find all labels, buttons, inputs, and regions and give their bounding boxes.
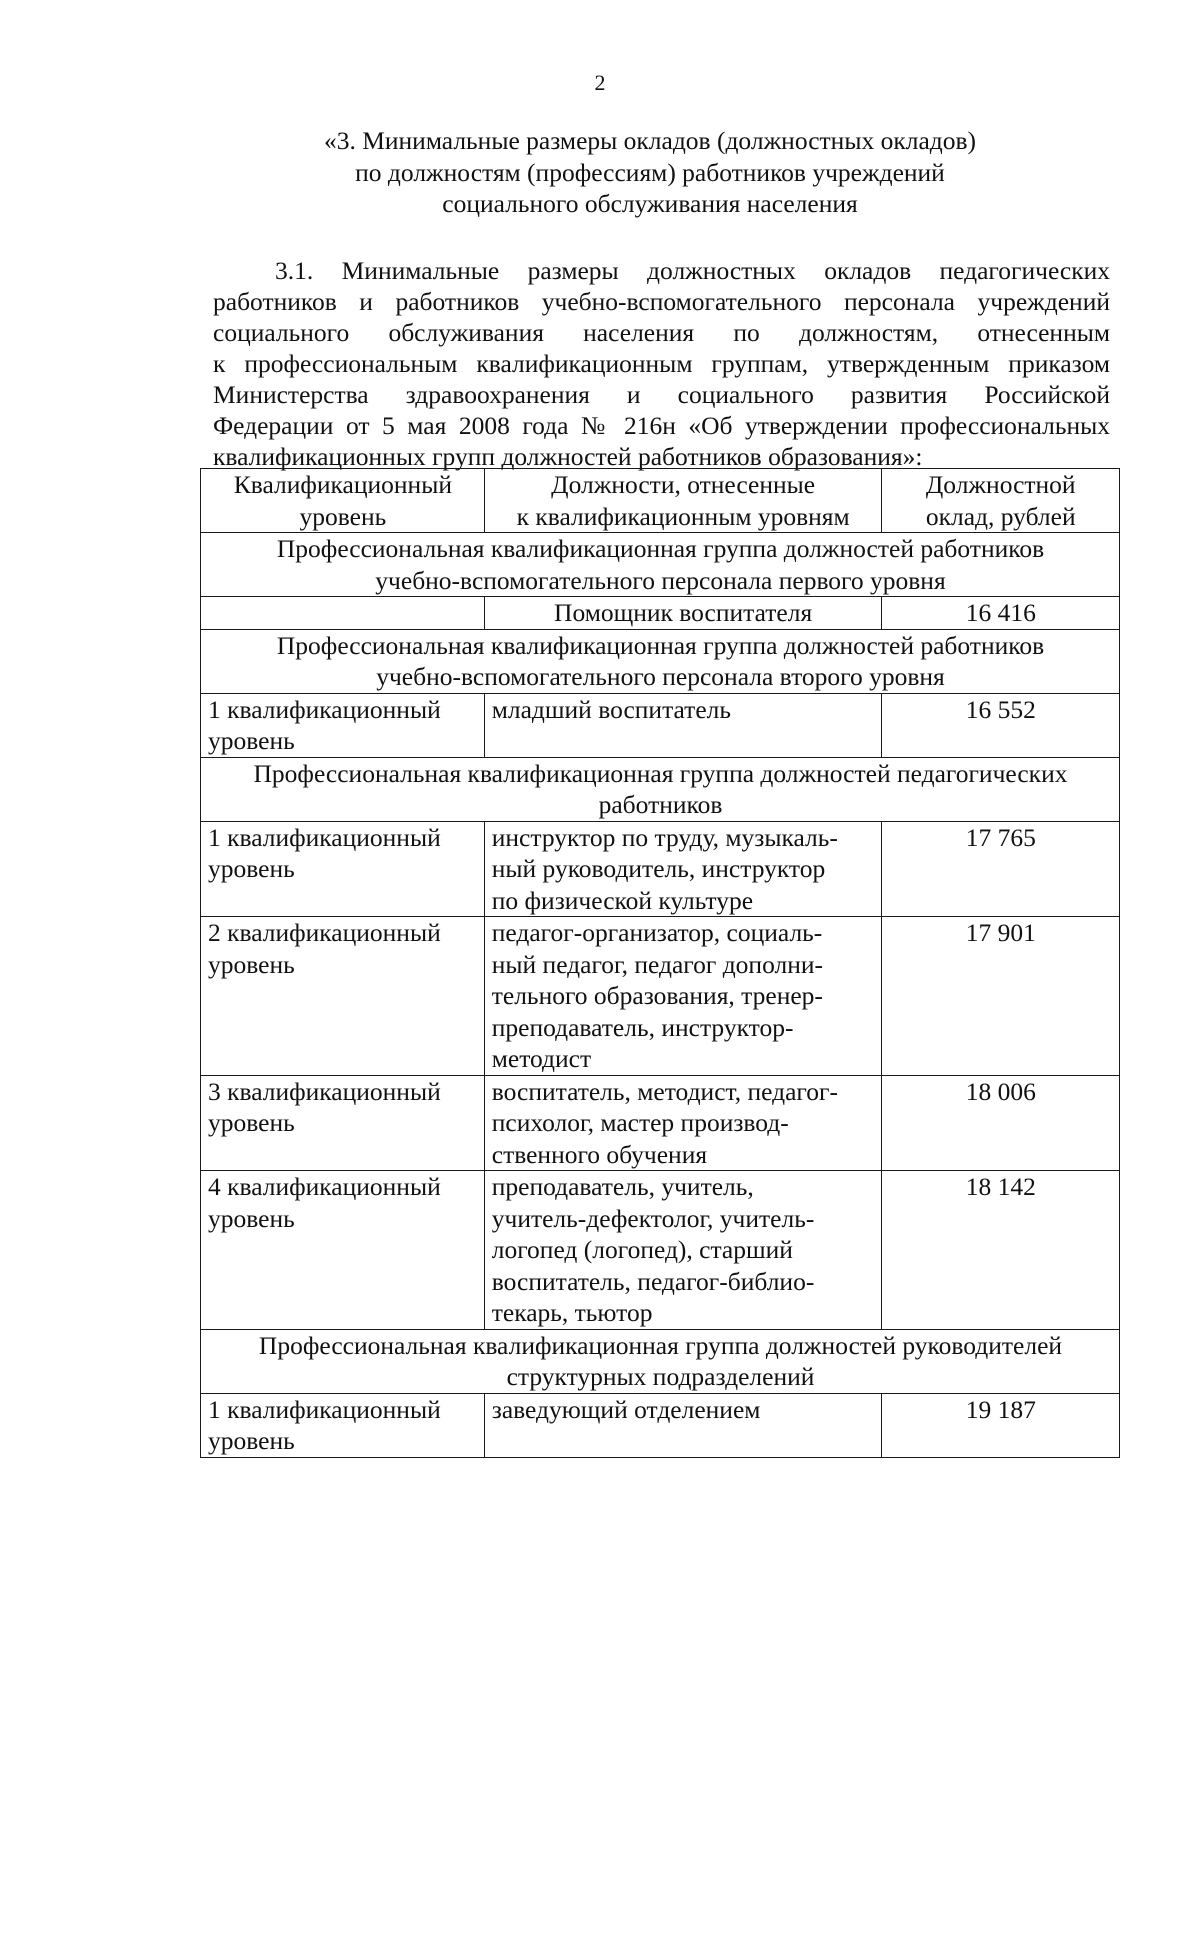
header-salary [881, 469, 1120, 533]
group-title [201, 629, 1120, 693]
level-line: уровень [208, 949, 295, 979]
group-title-row [201, 1329, 1120, 1393]
level-cell [201, 597, 485, 630]
position-line: ный педагог, педагог дополни- [491, 949, 824, 979]
header-positions [484, 469, 881, 533]
position-line: педагог-организатор, социаль- [491, 918, 823, 947]
group-title [201, 533, 1120, 597]
group-title-row [201, 629, 1120, 693]
title-line: по должностям (профессиям) работников учреждений [355, 157, 945, 187]
level-cell [201, 1075, 485, 1171]
header-positions-line: Должности, отнесенные [551, 470, 816, 499]
positions-cell [484, 1171, 881, 1330]
table-row [201, 1171, 1120, 1330]
header-salary-line: оклад, рублей [925, 501, 1076, 531]
table-row [201, 1393, 1120, 1457]
title-line: социального обслуживания населения [442, 189, 858, 218]
salary-cell: 17 901 [881, 917, 1120, 1076]
position-line: преподаватель, учитель, [491, 1172, 754, 1201]
salary-cell: 16 416 [881, 597, 1120, 630]
level-line: 4 квалификационный [208, 1172, 441, 1201]
position-line: по физической культуре [491, 885, 754, 915]
header-level-line: Квалификационный [233, 470, 452, 499]
header-level-line: уровень [299, 501, 387, 531]
group-title [201, 757, 1120, 821]
intro-line: к профессиональным квалификационным группам, утвержденным приказом [213, 349, 1110, 378]
positions-cell [484, 693, 881, 757]
position-line: воспитатель, педагог-библио- [491, 1266, 815, 1296]
intro-line: Федерации от 5 мая 2008 года № 216н «Об утверждении профессиональных [213, 411, 1110, 440]
group-title-line: работников [598, 790, 723, 819]
level-line: 1 квалификационный [208, 822, 441, 852]
level-cell [201, 693, 485, 757]
position-line: учитель-дефектолог, учитель- [491, 1203, 815, 1233]
table-row [201, 597, 1120, 630]
group-title [201, 1329, 1120, 1393]
page-number: 2 [594, 70, 606, 95]
positions-cell [484, 917, 881, 1076]
intro-line: квалификационных групп должностей работников образования»: [213, 442, 923, 471]
intro-line: социального обслуживания населения по должностям, отнесенным [213, 318, 1110, 347]
header-level [201, 469, 485, 533]
title-line: «3. Минимальные размеры окладов (должностных окладов) [323, 126, 977, 155]
table-header-row [201, 469, 1120, 533]
position-line: Помощник воспитателя [554, 598, 813, 627]
level-cell [201, 1393, 485, 1457]
intro-line: работников и работников учебно-вспомогательного персонала учреждений [213, 287, 1110, 316]
level-line: 1 квалификационный [208, 694, 441, 724]
table-row [201, 1075, 1120, 1171]
position-line: текарь, тьютор [491, 1298, 653, 1327]
level-line: 1 квалификационный [208, 1394, 441, 1424]
salary-cell: 17 765 [881, 821, 1120, 917]
position-line: тельного образования, тренер- [491, 981, 823, 1010]
salary-cell: 18 006 [881, 1075, 1120, 1171]
group-title-row [201, 533, 1120, 597]
salary-cell: 18 142 [881, 1171, 1120, 1330]
position-line: заведующий отделением [491, 1394, 761, 1424]
positions-cell [484, 597, 881, 630]
group-title-line: структурных подразделений [506, 1362, 815, 1391]
group-title-row [201, 757, 1120, 821]
level-line: уровень [208, 1203, 295, 1233]
level-line: 2 квалификационный [208, 918, 441, 947]
level-cell [201, 917, 485, 1076]
table-row [201, 917, 1120, 1076]
position-line: ственного обучения [491, 1139, 708, 1169]
group-title-line: Профессиональная квалификационная группа должностей педагогических [253, 758, 1068, 788]
group-title-line: Профессиональная квалификационная группа должностей руководителей [258, 1330, 1063, 1360]
group-title-line: Профессиональная квалификационная группа должностей работников [276, 534, 1045, 563]
table-row [201, 693, 1120, 757]
position-line: преподаватель, инструктор- [491, 1012, 794, 1042]
group-title-line: учебно-вспомогательного персонала второго уровня [376, 662, 945, 691]
level-line: уровень [208, 726, 295, 755]
level-line: 3 квалификационный [208, 1076, 441, 1106]
position-line: ный руководитель, инструктор [491, 854, 826, 883]
salary-cell: 19 187 [881, 1393, 1120, 1457]
positions-cell [484, 1393, 881, 1457]
group-title-line: учебно-вспомогательного персонала первого уровня [375, 565, 946, 595]
positions-cell [484, 1075, 881, 1171]
salary-cell: 16 552 [881, 693, 1120, 757]
position-line: инструктор по труду, музыкаль- [491, 822, 838, 852]
header-salary-line: Должностной [925, 470, 1076, 499]
level-line: уровень [208, 1108, 295, 1137]
position-line: младший воспитатель [491, 694, 731, 724]
salary-table [200, 468, 1120, 1458]
level-line: уровень [208, 854, 295, 883]
position-line: методист [491, 1044, 592, 1073]
intro-paragraph [213, 255, 1110, 472]
level-cell [201, 821, 485, 917]
position-line: воспитатель, методист, педагог- [491, 1076, 838, 1106]
position-line: психолог, мастер производ- [491, 1108, 789, 1137]
header-positions-line: к квалификационным уровням [516, 501, 850, 531]
table-row [201, 821, 1120, 917]
level-line: уровень [208, 1426, 295, 1455]
intro-line: 3.1. Минимальные размеры должностных окладов педагогических [275, 256, 1110, 285]
position-line: логопед (логопед), старший [491, 1235, 793, 1264]
intro-line: Министерства здравоохранения и социального развития Российской [213, 380, 1110, 409]
positions-cell [484, 821, 881, 917]
level-cell [201, 1171, 485, 1330]
document-title [240, 125, 1060, 220]
group-title-line: Профессиональная квалификационная группа должностей работников [276, 630, 1045, 660]
